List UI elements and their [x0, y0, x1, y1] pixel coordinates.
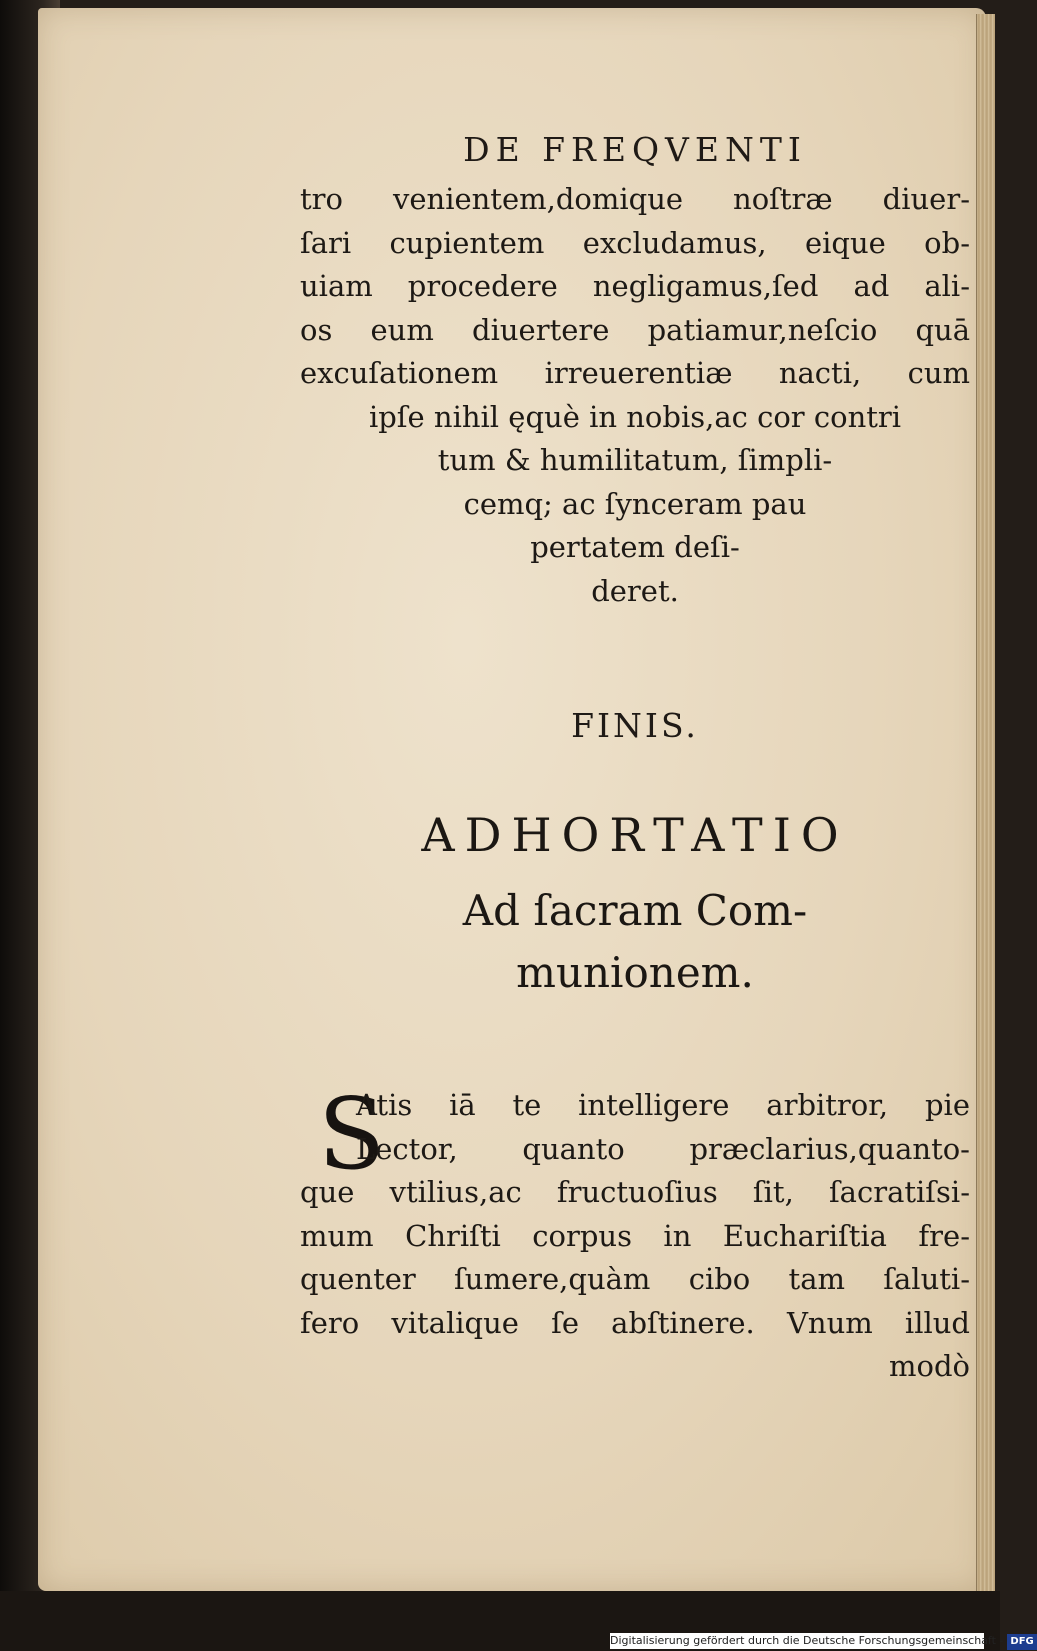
dfg-logo: DFG [1007, 1634, 1036, 1650]
body-line: pertatem deſi- [530, 530, 740, 564]
paragraph-line: que vtilius,ac fructuoſius ſit, ſacratiſsi- [300, 1175, 970, 1209]
paragraph-line: Lector, quanto præclarius,quanto- [356, 1131, 970, 1166]
body-line: tro venientem,domique noſtræ diuer- [300, 182, 970, 216]
paragraph-line: quenter ſumere,quàm cibo tam ſaluti- [300, 1262, 970, 1296]
body-line: cemq; ac ſynceram pau [463, 486, 807, 521]
body-line: uiam procedere negligamus,ſed ad ali- [300, 269, 970, 303]
subheading-line: munionem. [516, 948, 754, 997]
drop-cap: S [318, 1078, 386, 1192]
body-line: ipſe nihil ęquè in nobis,ac cor contri [368, 399, 902, 434]
finis-label: FINIS. [571, 706, 699, 745]
paragraph-line: Atis iā te intelligere arbitror, pie [356, 1088, 970, 1122]
paragraph-line: fero vitalique ſe abſtinere. Vnum illud [300, 1305, 970, 1340]
body-line: tum & humilitatum, ſimpli- [437, 443, 833, 477]
section-subheading [300, 880, 970, 1004]
body-line: excuſationem irreuerentiæ nacti, cum [300, 356, 970, 390]
section-heading: ADHORTATIO [421, 808, 849, 862]
body-line: deret. [591, 573, 679, 608]
running-head: DE FREQVENTI [463, 130, 807, 169]
page-edge [976, 14, 995, 1604]
body-line: os eum diuertere patiamur,neſcio quā [300, 312, 970, 347]
body-text [300, 178, 970, 613]
subheading-line: Ad ſacram Com- [462, 886, 808, 935]
digitization-footer [610, 1633, 1034, 1649]
body-line: ſari cupientem excludamus, eique ob- [300, 225, 970, 260]
paragraph-text [300, 1078, 970, 1389]
paragraph-line: mum Chriſti corpus in Euchariſtia fre- [300, 1218, 970, 1253]
footer-credit: Digitalisierung gefördert durch die Deutsche Forschungsgemeinschaft - [610, 1634, 1004, 1647]
catchword: modò [889, 1349, 970, 1383]
